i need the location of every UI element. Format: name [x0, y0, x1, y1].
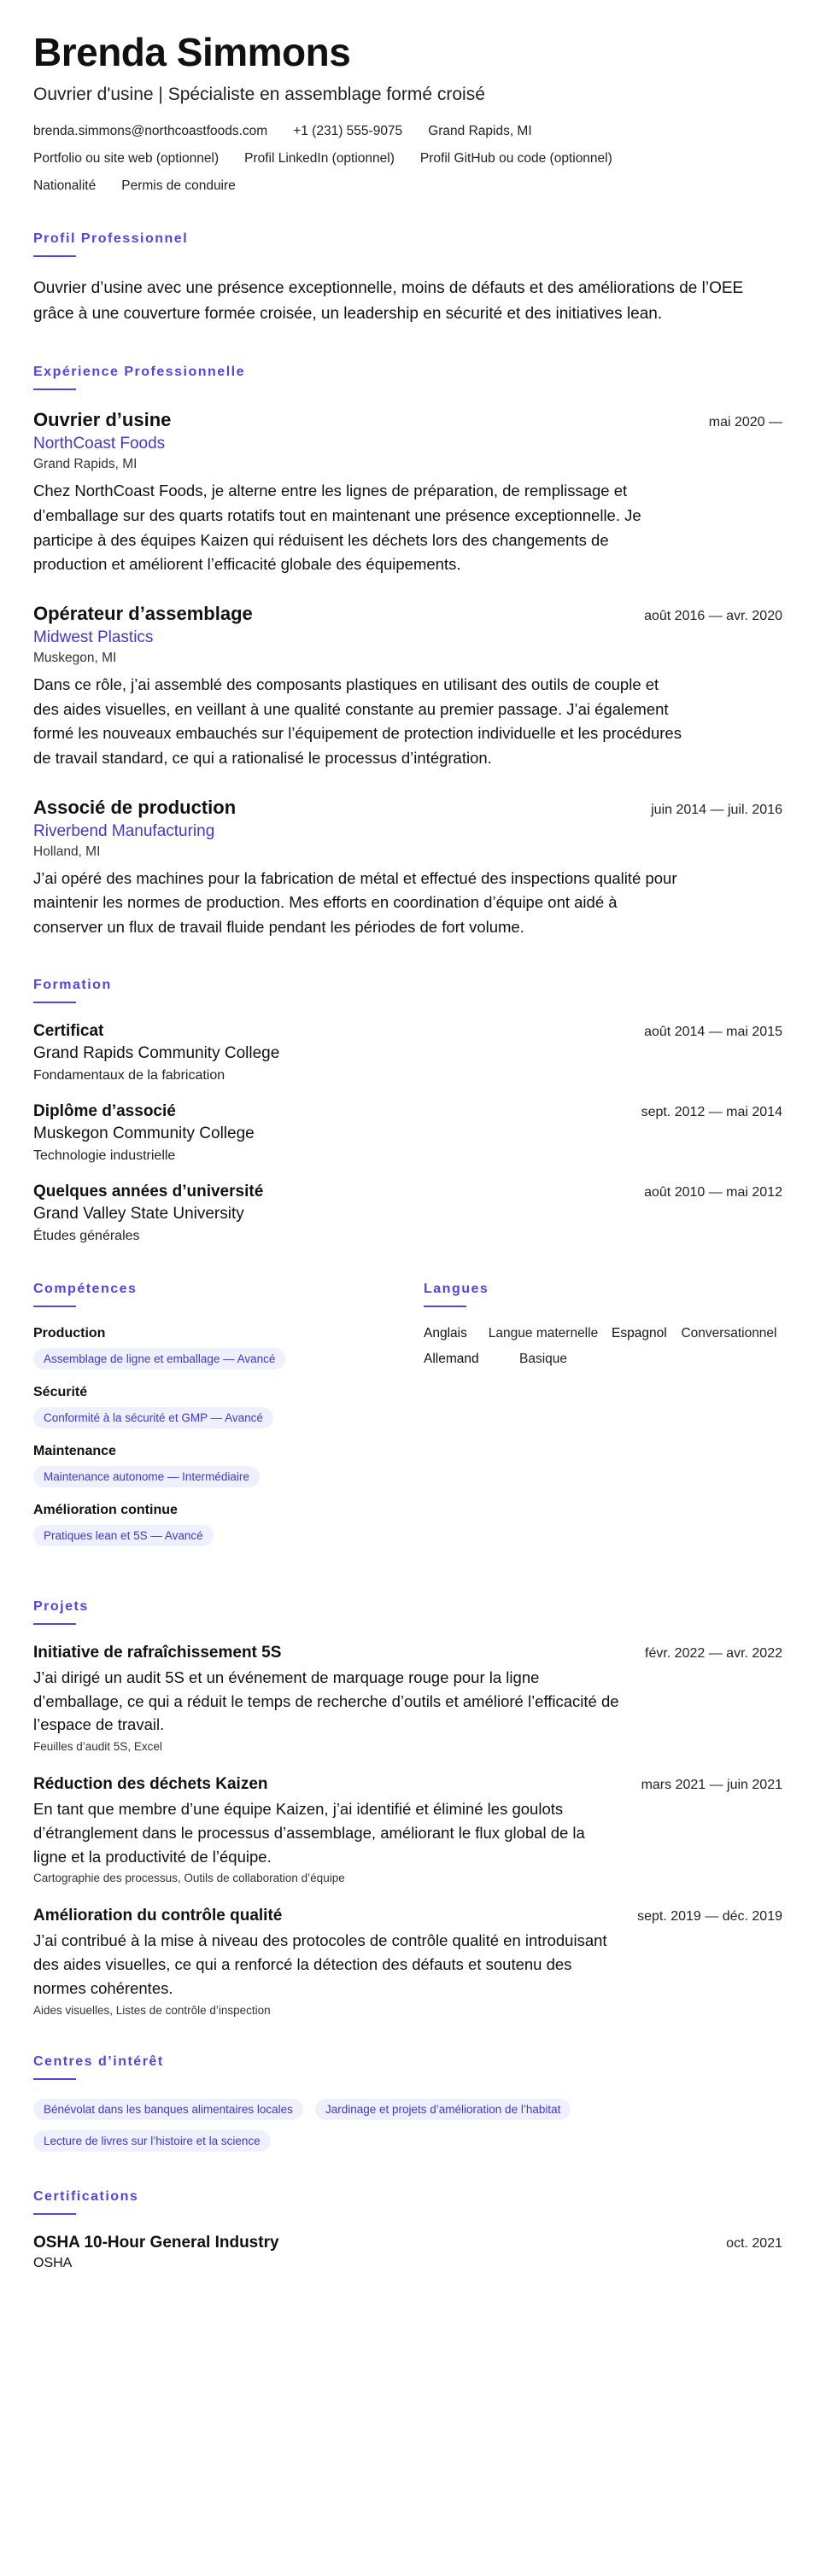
section-title: Expérience Professionnelle: [33, 365, 245, 380]
skill-category: Amélioration continue: [33, 1502, 178, 1517]
skill-pill: Conformité à la sécurité et GMP — Avancé: [33, 1407, 273, 1428]
language-level: Langue maternelle: [488, 1325, 599, 1341]
project-description: J’ai contribué à la mise à niveau des protocoles de contrôle qualité en introduisant des aides visuelles, ce qui a renforcé la détection des défauts et soutenu des normes cohérentes.: [33, 1931, 607, 1997]
field-of-study: Fondamentaux de la fabrication: [33, 1067, 225, 1083]
candidate-headline: Ouvrier d'usine | Spécialiste en assemblage formé croisé: [33, 84, 485, 104]
education-dates: sept. 2012 — mai 2014: [641, 1104, 782, 1119]
resume-header: [33, 31, 782, 194]
company-name: NorthCoast Foods: [33, 435, 166, 453]
certification-entry: [33, 2234, 782, 2271]
language-level: Conversationnel: [681, 1325, 777, 1341]
skill-pill: Maintenance autonome — Intermédiaire: [33, 1466, 260, 1487]
skill-group: [33, 1444, 398, 1487]
profile-section: [33, 231, 782, 328]
project-entry: [33, 1644, 782, 1753]
skills-languages-row: [33, 1282, 782, 1562]
degree: Quelques années d’université: [33, 1182, 264, 1200]
job-description: Dans ce rôle, j’ai assemblé des composants plastiques en utilisant des outils de couple et des aides visuelles, en veillant à une qualité constante au premier passage. J’ai également formé les nouveaux embauchés sur l’équipement de protection individuelle et les procédures de travail standard, ce qui a rationalisé le processus d’intégration.: [33, 675, 682, 768]
job-dates: juin 2014 — juil. 2016: [651, 802, 782, 817]
skill-pill: Pratiques lean et 5S — Avancé: [33, 1525, 214, 1546]
project-tools: Feuilles d’audit 5S, Excel: [33, 1740, 162, 1754]
job-dates: août 2016 — avr. 2020: [644, 609, 782, 624]
section-title: Projets: [33, 1598, 89, 1614]
section-divider: [33, 1002, 76, 1003]
project-tools: Cartographie des processus, Outils de collaboration d’équipe: [33, 1872, 345, 1885]
school-name: Grand Rapids Community College: [33, 1043, 280, 1062]
job-title: Ouvrier d’usine: [33, 409, 172, 431]
skill-group: [33, 1385, 398, 1428]
job-title: Associé de production: [33, 796, 237, 818]
language-name: Anglais: [424, 1325, 467, 1341]
school-name: Grand Valley State University: [33, 1204, 244, 1223]
interest-pill: Lecture de livres sur l’histoire et la science: [33, 2130, 271, 2152]
links-row: [33, 151, 782, 166]
skill-category: Sécurité: [33, 1384, 88, 1399]
experience-section: [33, 365, 782, 939]
project-dates: févr. 2022 — avr. 2022: [645, 1645, 782, 1661]
contact-location: Grand Rapids, MI: [428, 123, 532, 138]
skill-group: [33, 1503, 398, 1546]
job-dates: mai 2020 —: [708, 415, 782, 430]
education-entry: [33, 1183, 782, 1244]
project-entry: [33, 1907, 782, 2016]
section-divider: [33, 255, 76, 257]
candidate-name: Brenda Simmons: [33, 30, 351, 74]
section-divider: [33, 1306, 76, 1307]
language-name: Espagnol: [612, 1325, 667, 1341]
portfolio-link[interactable]: Portfolio ou site web (optionnel): [33, 150, 220, 166]
job-location: Grand Rapids, MI: [33, 457, 138, 472]
project-tools: Aides visuelles, Listes de contrôle d’inspection: [33, 2003, 271, 2017]
project-dates: mars 2021 — juin 2021: [641, 1778, 782, 1793]
skill-pill: Assemblage de ligne et emballage — Avancé: [33, 1348, 285, 1370]
section-divider: [33, 388, 76, 390]
interests-section: [33, 2054, 782, 2152]
section-title: Profil Professionnel: [33, 231, 189, 246]
certifications-section: [33, 2189, 782, 2271]
experience-entry: [33, 409, 782, 577]
contact-email[interactable]: brenda.simmons@northcoastfoods.com: [33, 123, 268, 138]
degree: Diplôme d’associé: [33, 1101, 176, 1120]
skill-category: Maintenance: [33, 1443, 116, 1458]
section-divider: [424, 1306, 466, 1307]
section-title: Certifications: [33, 2188, 139, 2204]
project-name: Réduction des déchets Kaizen: [33, 1775, 268, 1794]
language-name: Allemand: [424, 1351, 479, 1366]
project-name: Amélioration du contrôle qualité: [33, 1907, 283, 1925]
company-name: Riverbend Manufacturing: [33, 821, 215, 840]
education-dates: août 2010 — mai 2012: [644, 1184, 782, 1200]
project-description: En tant que membre d’une équipe Kaizen, j’ai identifié et éliminé les goulots d’étranglement dans le processus d’assemblage, améliorant le flux global de la ligne et la productivité de l’équipe.: [33, 1800, 585, 1866]
skill-category: Production: [33, 1325, 106, 1341]
contact-row: [33, 124, 782, 139]
project-dates: sept. 2019 — déc. 2019: [637, 1909, 782, 1925]
projects-section: [33, 1599, 782, 2017]
section-divider: [33, 2213, 76, 2215]
education-dates: août 2014 — mai 2015: [644, 1024, 782, 1039]
project-name: Initiative de rafraîchissement 5S: [33, 1643, 282, 1662]
job-title: Opérateur d’assemblage: [33, 603, 253, 625]
degree: Certificat: [33, 1021, 104, 1040]
section-title: Formation: [33, 977, 112, 992]
section-title: Centres d’intérêt: [33, 2053, 164, 2069]
job-description: Chez NorthCoast Foods, je alterne entre les lignes de préparation, de remplissage et d’emballage sur des quarts rotatifs tout en maintenant une présence exceptionnelle. Je participe à des équipes Kaizen qui réduisent les déchets lors des changements de production et améliorent l’efficacité globale des équipements.: [33, 482, 641, 574]
interest-pill: Bénévolat dans les banques alimentaires locales: [33, 2099, 303, 2120]
interest-pill: Jardinage et projets d’amélioration de l’habitat: [315, 2099, 571, 2120]
skill-group: [33, 1326, 398, 1370]
school-name: Muskegon Community College: [33, 1124, 255, 1142]
company-name: Midwest Plastics: [33, 628, 154, 647]
experience-entry: [33, 603, 782, 771]
interests-list: [33, 2099, 682, 2152]
education-entry: [33, 1022, 782, 1084]
job-location: Muskegon, MI: [33, 651, 117, 666]
field-of-study: Technologie industrielle: [33, 1148, 176, 1163]
contact-phone[interactable]: +1 (231) 555-9075: [293, 123, 403, 138]
certification-date: oct. 2021: [726, 2235, 782, 2251]
driving-license: Permis de conduire: [121, 178, 236, 193]
linkedin-link[interactable]: Profil LinkedIn (optionnel): [244, 150, 395, 166]
nationality: Nationalité: [33, 178, 97, 193]
experience-entry: [33, 797, 782, 940]
certification-issuer: OSHA: [33, 2255, 73, 2270]
certification-name: OSHA 10-Hour General Industry: [33, 2233, 279, 2252]
section-divider: [33, 2078, 76, 2080]
section-title: Compétences: [33, 1281, 138, 1296]
project-description: J’ai dirigé un audit 5S et un événement de marquage rouge pour la ligne d’emballage, ce qui a réduit le temps de recherche d’outils et amélioré l’efficacité de l’espace de travail.: [33, 1668, 619, 1734]
personal-row: [33, 178, 782, 194]
github-link[interactable]: Profil GitHub ou code (optionnel): [419, 150, 612, 166]
languages-section: [424, 1282, 782, 1562]
languages-list: [424, 1326, 782, 1367]
job-location: Holland, MI: [33, 844, 101, 859]
language-level: Basique: [518, 1351, 567, 1366]
education-section: [33, 978, 782, 1244]
section-divider: [33, 1623, 76, 1625]
profile-summary: Ouvrier d’usine avec une présence exceptionnelle, moins de défauts et des améliorations de l’OEE grâce à une couverture formée croisée, un leadership en sécurité et des initiatives lean.: [33, 278, 744, 323]
job-description: J’ai opéré des machines pour la fabrication de métal et effectué des inspections qualité pour maintenir les normes de production. Mes efforts en coordination d’équipe ont aidé à conserver un flux de travail fluide pendant les périodes de fort volume.: [33, 868, 677, 937]
education-entry: [33, 1102, 782, 1164]
project-entry: [33, 1775, 782, 1884]
field-of-study: Études générales: [33, 1228, 140, 1243]
skills-section: [33, 1282, 398, 1562]
section-title: Langues: [424, 1281, 489, 1296]
